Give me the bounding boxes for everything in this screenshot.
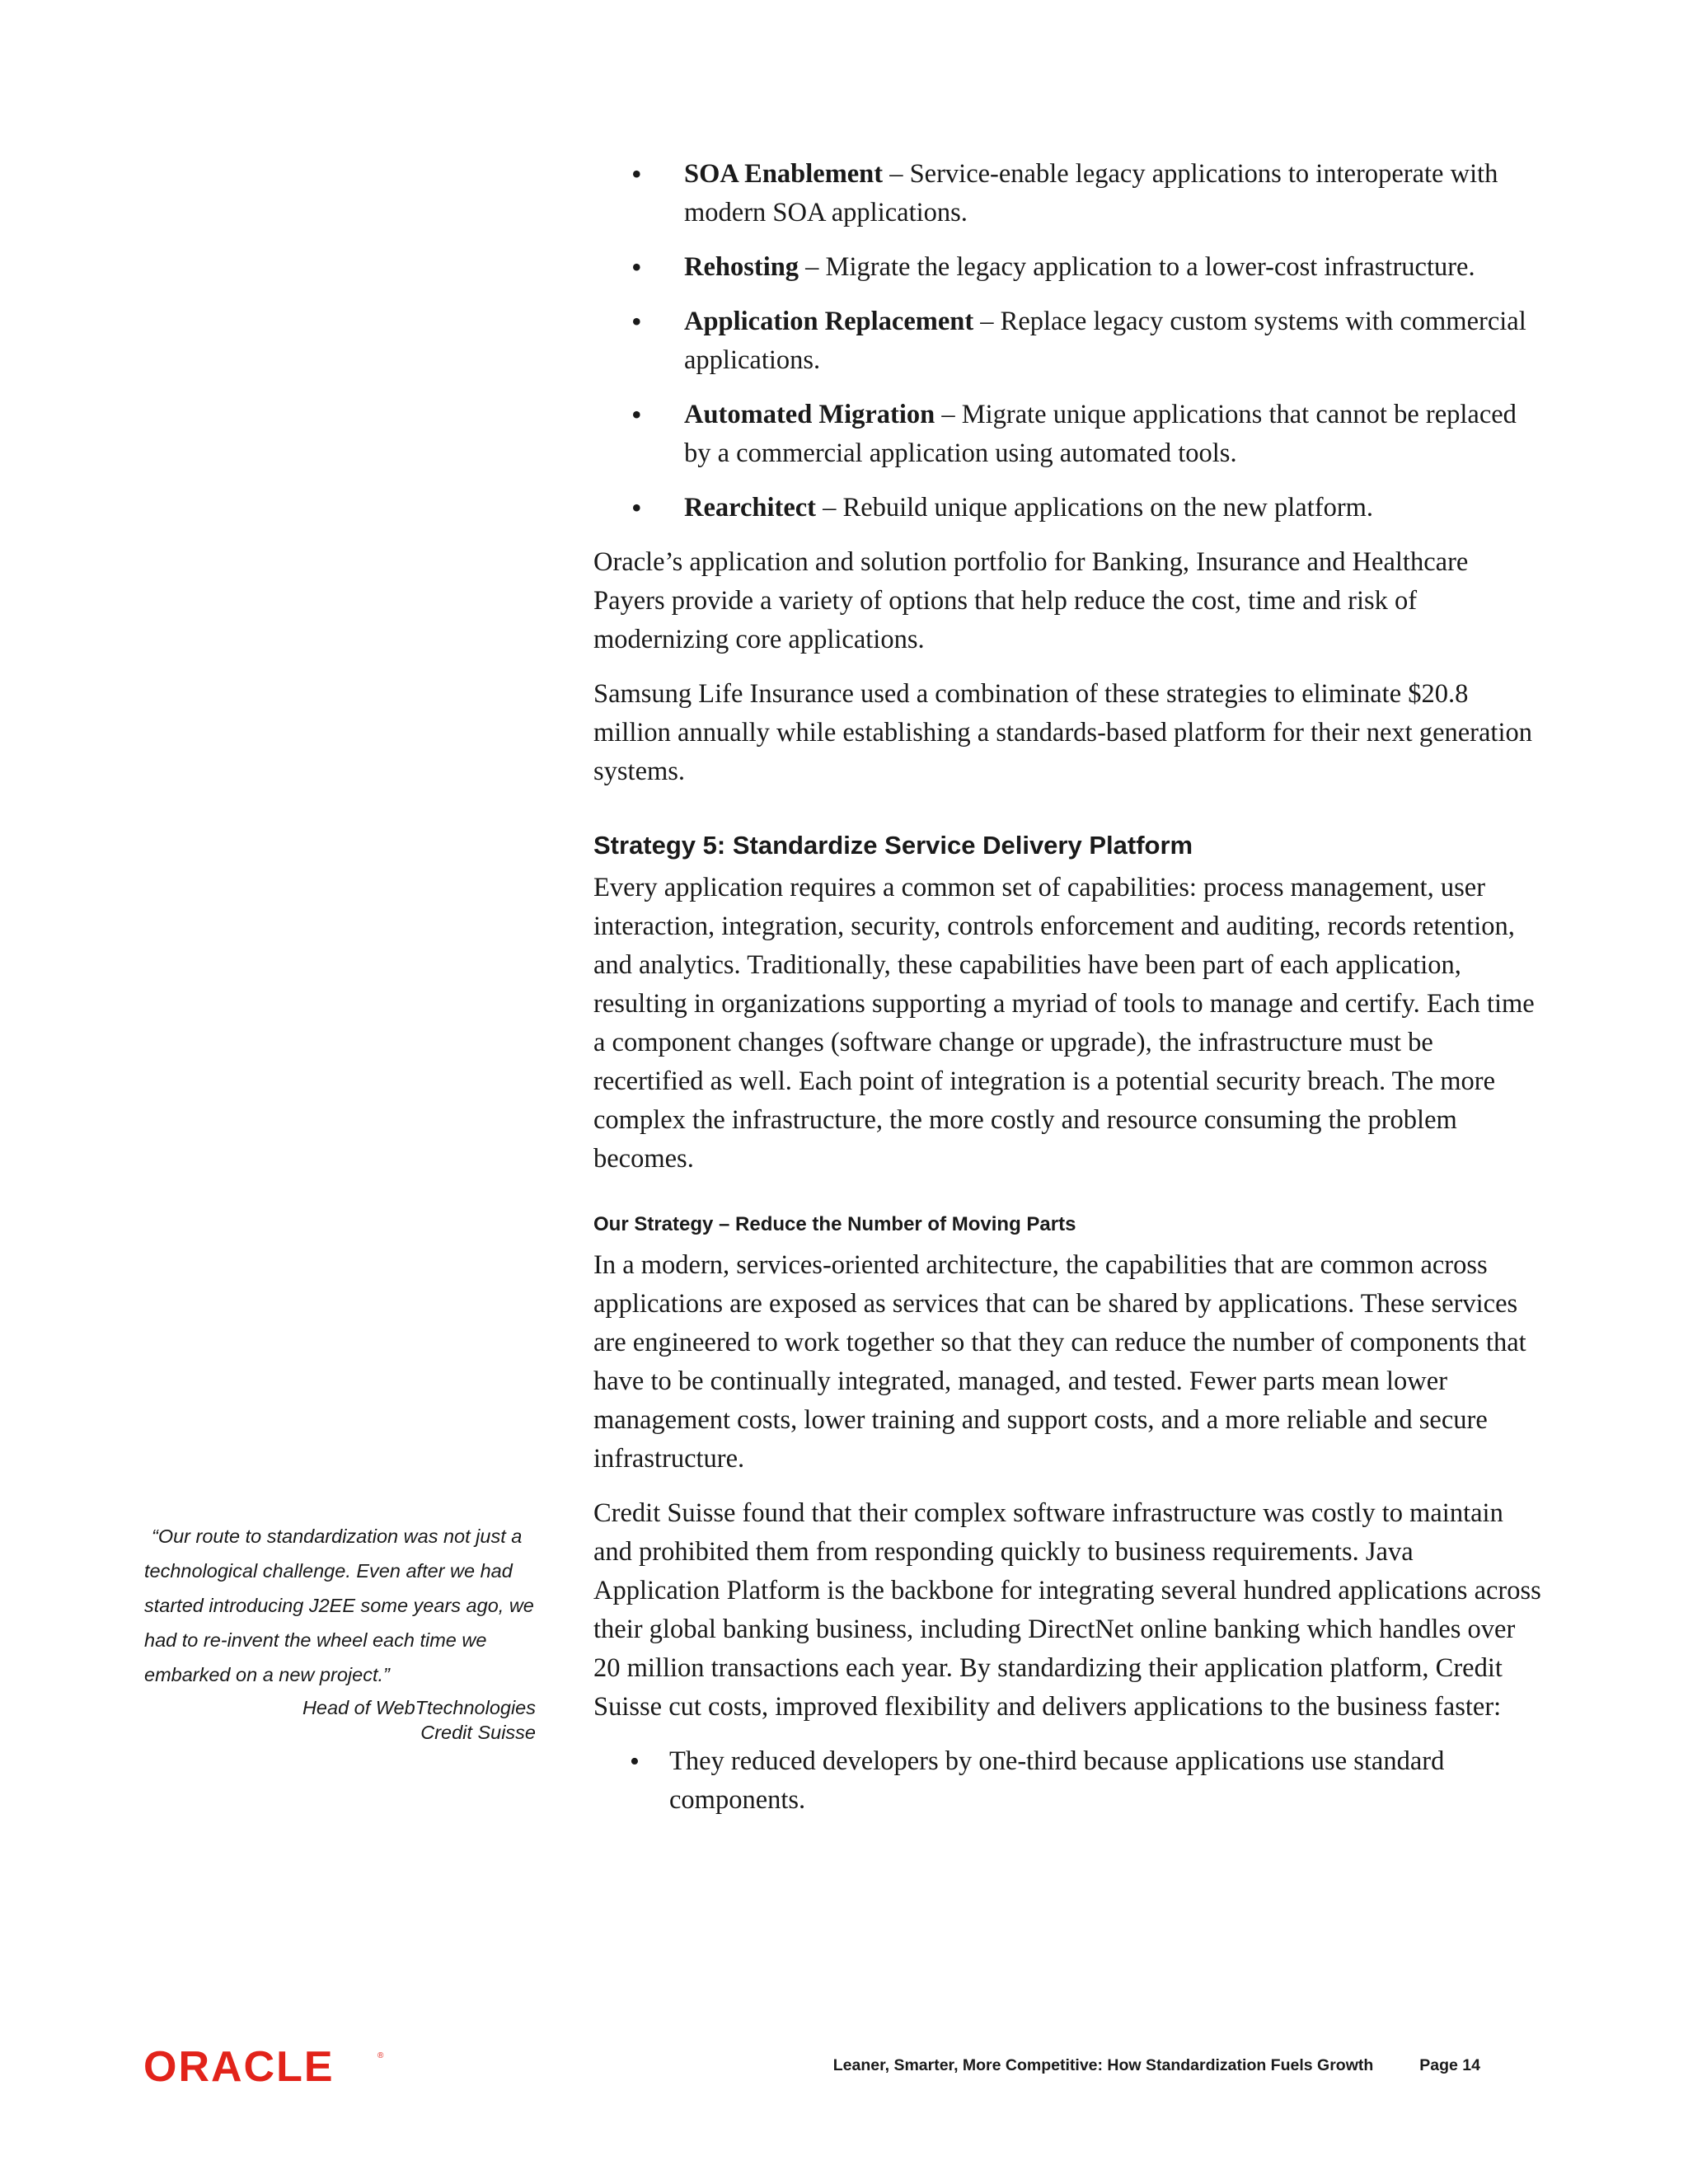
list-item-term: Automated Migration	[684, 400, 935, 429]
sidebar-quote	[144, 1519, 536, 1745]
list-item-text: – Replace legacy custom systems with commercial applications.	[684, 307, 1526, 375]
results-list	[593, 1742, 1541, 1820]
list-item: • They reduced developers by one-third because applications use standard components.	[593, 1742, 1541, 1820]
quote-text: “Our route to standardization was not just a technological challenge. Even after we had started introducing J2EE some years ago, we had to re-invent the wheel each time we embarked on a new project.”	[144, 1526, 534, 1685]
footer-doc-title: Leaner, Smarter, More Competitive: How Standardization Fuels Growth	[832, 2056, 1374, 2074]
list-item-text: – Service-enable legacy applications to interoperate with modern SOA applications.	[684, 159, 1498, 227]
list-item-text: – Rebuild unique applications on the new platform.	[816, 493, 1374, 523]
quote-attribution	[144, 1695, 536, 1745]
oracle-logo-icon	[143, 2045, 391, 2089]
paragraph-capabilities: Every application requires a common set of capabilities: process management, user interaction, integration, security, controls enforcement and auditing, records retention, and analytics. Traditionally, these capabilities have been part of each application, resulting in organizations supporting a myriad of tools to manage and certify. Each time a component changes (software change or upgrade), the infrastructure must be recertified as well. Each point of integration is a potential security breach. The more complex the infrastructure, the more costly and resource consuming the problem becomes.	[593, 873, 1535, 1174]
strategy-options-list	[593, 155, 1541, 527]
attribution-org: Credit Suisse	[420, 1722, 536, 1743]
list-item	[593, 155, 1541, 232]
main-content	[593, 155, 1541, 1820]
list-item-term: Rearchitect	[684, 493, 817, 523]
list-item-text: – Migrate the legacy application to a lower-cost infrastructure.	[799, 252, 1475, 282]
section-heading: Strategy 5: Standardize Service Delivery Platform	[593, 831, 1193, 860]
list-item	[593, 489, 1541, 527]
paragraph-credit-suisse: Credit Suisse found that their complex software infrastructure was costly to maintain and prohibited them from responding quickly to business requirements. Java Application Platform is the backbone for integrating several hundred applications across their global banking business, including DirectNet online banking which handles over 20 million transactions each year. By standardizing their application platform, Credit Suisse cut costs, improved flexibility and delivers applications to the business faster:	[593, 1498, 1541, 1722]
attribution-title: Head of WebTtechnologies	[302, 1697, 536, 1718]
oracle-logo	[143, 2045, 391, 2093]
list-item-term: Rehosting	[684, 252, 799, 282]
page-number: Page 14	[1419, 2056, 1480, 2074]
registered-mark: ®	[377, 2051, 384, 2060]
paragraph-samsung: Samsung Life Insurance used a combination of these strategies to eliminate $20.8 million annually while establishing a standards-based platform for their next generation systems.	[593, 679, 1532, 786]
oracle-logo-text: ORACLE	[143, 2045, 335, 2089]
list-item-text: – Migrate unique applications that cannot be replaced by a commercial application using automated tools.	[684, 400, 1517, 468]
list-item-term: SOA Enablement	[684, 159, 884, 189]
paragraph-soa: In a modern, services-oriented architecture, the capabilities that are common across applications are exposed as services that can be shared by applications. These services are engineered to work together so that they can reduce the number of components that have to be continually integrated, managed, and tested. Fewer parts mean lower management costs, lower training and support costs, and a more reliable and secure infrastructure.	[593, 1250, 1526, 1474]
paragraph-oracle-portfolio: Oracle’s application and solution portfolio for Banking, Insurance and Healthcare Payers provide a variety of options that help reduce the cost, time and risk of modernizing core applications.	[593, 547, 1469, 654]
list-item	[593, 248, 1541, 287]
list-item	[593, 302, 1541, 380]
page-footer	[833, 2056, 1480, 2075]
subsection-heading: Our Strategy – Reduce the Number of Moving Parts	[593, 1213, 1076, 1235]
list-item-term: Application Replacement	[684, 307, 974, 336]
list-item	[593, 396, 1541, 473]
